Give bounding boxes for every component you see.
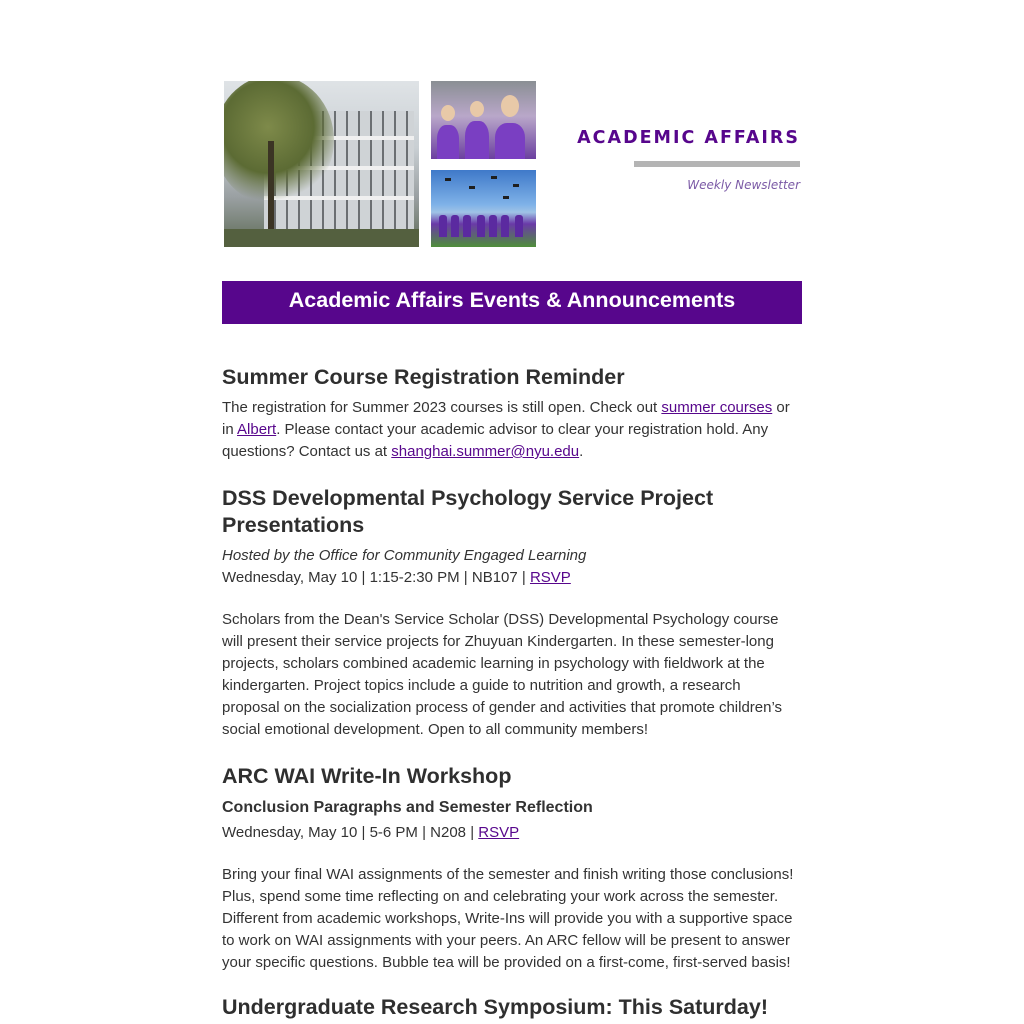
rsvp-link[interactable]: RSVP xyxy=(478,824,520,841)
students-photo xyxy=(431,81,536,159)
research-symposium-section xyxy=(222,994,802,1021)
section-body xyxy=(222,397,802,463)
section-body: Bring your final WAI assignments of the semester and finish writing those conclusions! Plus, spend some time reflecting on and celebrating your work across the semester. Different from academic workshops, Write-Ins will provide you with a supportive space to work on WAI assignments with your peers. An ARC fellow will be present to answer your specific questions. Bubble tea will be provided on a first-come, first-served basis! xyxy=(222,866,794,971)
summer-courses-link[interactable]: summer courses xyxy=(661,399,773,416)
body-text: or in xyxy=(222,399,790,438)
newsletter-header xyxy=(222,80,802,250)
arc-workshop-section xyxy=(222,763,802,974)
body-text: The registration for Summer 2023 courses is still open. Check out xyxy=(222,399,662,416)
event-details xyxy=(222,567,802,589)
section-body: Scholars from the Dean's Service Scholar (DSS) Developmental Psychology course will present their service projects for Zhuyuan Kindergarten. In these semester-long projects, scholars combined academic learning in psychology with fieldwork at the kindergarten. Project topics include a guide to nutrition and growth, a research proposal on the socialization process of gender and activities that promote children’s social emotional development. Open to all community members! xyxy=(222,611,783,738)
section-heading: Summer Course Registration Reminder xyxy=(222,365,625,389)
summer-registration-section xyxy=(222,364,802,463)
albert-link[interactable]: Albert xyxy=(237,421,277,438)
graduation-photo xyxy=(431,170,536,247)
event-details xyxy=(222,822,802,844)
event-meta: Wednesday, May 10 | 1:15-2:30 PM | NB107 | xyxy=(222,569,530,586)
email-link[interactable]: shanghai.summer@nyu.edu xyxy=(391,443,580,460)
newsletter-subtitle: Weekly Newsletter xyxy=(687,178,800,192)
body-text: . xyxy=(579,443,584,460)
section-heading: Undergraduate Research Symposium: This Saturday! xyxy=(222,995,769,1019)
section-heading: ARC WAI Write-In Workshop xyxy=(222,764,512,788)
title-divider xyxy=(634,161,800,167)
event-host: Hosted by the Office for Community Engaged Learning xyxy=(222,547,587,564)
newsletter-title: ACADEMIC AFFAIRS xyxy=(577,128,800,148)
section-subheading: Conclusion Paragraphs and Semester Reflection xyxy=(222,799,593,816)
body-text: . Please contact your academic advisor to clear your registration hold. Any questions? Contact us at xyxy=(222,421,769,460)
section-heading: DSS Developmental Psychology Service Project Presentations xyxy=(222,486,714,537)
section-banner: Academic Affairs Events & Announcements xyxy=(222,281,802,324)
dss-section xyxy=(222,485,802,741)
newsletter-content xyxy=(222,362,802,1021)
event-meta: Wednesday, May 10 | 5-6 PM | N208 | xyxy=(222,824,479,841)
rsvp-link[interactable]: RSVP xyxy=(529,569,571,586)
campus-building-photo xyxy=(224,81,419,247)
